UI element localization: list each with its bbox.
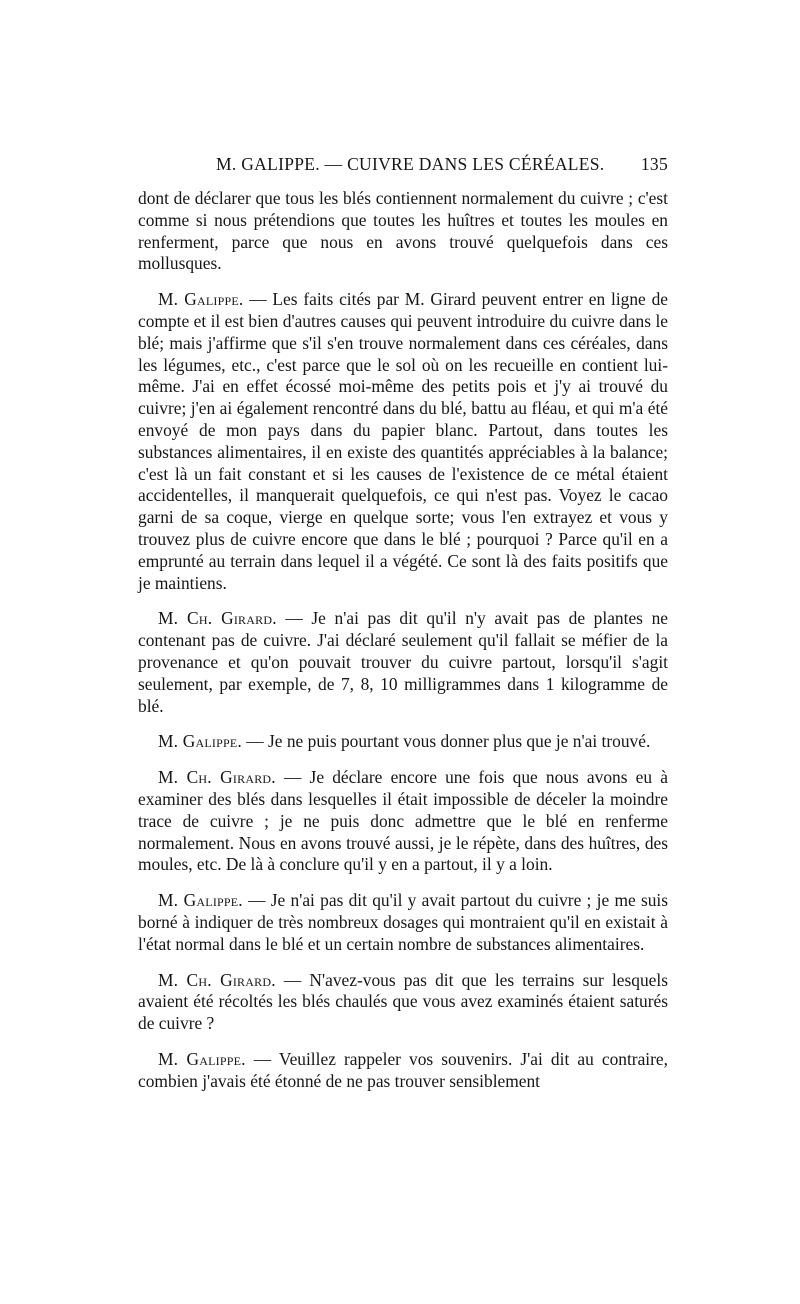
paragraph-text: dont de déclarer que tous les blés contiennent normalement du cuivre ; c'est comme si nous prétendions que toutes les huîtres et toutes les moules en renferment, parce que nous en avons trouvé quelquefois dans ces mollusques. xyxy=(138,188,668,274)
paragraph-girard xyxy=(138,970,668,1035)
paragraph-text: — Veuillez rappeler vos souvenirs. J'ai dit au contraire, combien j'avais été étonné de ne pas trouver sensiblement xyxy=(138,1048,668,1091)
paragraph-continued xyxy=(138,188,668,275)
speaker-name: M. Galippe. xyxy=(158,731,242,752)
paragraph-galippe xyxy=(138,289,668,594)
running-title: M. GALIPPE. — CUIVRE DANS LES CÉRÉALES. xyxy=(216,154,605,174)
paragraph-girard xyxy=(138,767,668,876)
speaker-name: M. Ch. Girard. xyxy=(158,608,277,629)
paragraph-text: — Je déclare encore une fois que nous avons eu à examiner des blés dans lesquelles il était impossible de déceler la moindre trace de cuivre ; je ne puis donc admettre que le blé en renferme normalement. Nous en avons trouvé aussi, je le répète, dans des huîtres, des moules, etc. De là à conclure qu'il y en a partout, il y a loin. xyxy=(138,767,668,875)
paragraph-text: — Les faits cités par M. Girard peuvent entrer en ligne de compte et il est bien d'autres causes qui peuvent introduire du cuivre dans le blé; mais j'affirme que s'il s'en trouve normalement dans ces céréales, dans les légumes, etc., c'est parce que le sol où on les recueille en contient lui-même. J'ai en effet écossé moi-même des petits pois et j'y ai trouvé du cuivre; j'en ai également rencontré dans du blé, battu au fléau, et qui m'a été envoyé de mon pays dans du papier blanc. Partout, dans toutes les substances alimentaires, il en existe des quantités appréciables à la balance; c'est là un fait constant et si les causes de l'existence de ce métal étaient accidentelles, il manquerait quelquefois, ce qui n'est pas. Voyez le cacao garni de sa coque, vierge en quelque sorte; vous l'en extrayez et vous y trouvez plus de cuivre encore que dans le blé ; pourquoi ? Parce qu'il en a emprunté au terrain dans lequel il a végété. Ce sont là des faits positifs que je maintiens. xyxy=(138,289,668,593)
paragraph-galippe xyxy=(138,731,668,753)
running-head xyxy=(138,148,668,188)
speaker-name: M. Galippe. xyxy=(158,890,243,911)
paragraph-text: — Je n'ai pas dit qu'il y avait partout du cuivre ; je me suis borné à indiquer de très nombreux dosages qui montraient qu'il en existait à l'état normal dans le blé et un certain nombre de substances alimentaires. xyxy=(138,890,669,954)
paragraph-text: — Je n'ai pas dit qu'il n'y avait pas de plantes ne contenant pas de cuivre. J'ai déclaré seulement qu'il fallait se méfier de la provenance et qu'on pouvait trouver du cuivre partout, lorsqu'il s'agit seulement, par exemple, de 7, 8, 10 milligrammes dans 1 kilogramme de blé. xyxy=(138,608,668,716)
paragraph-girard xyxy=(138,608,668,717)
book-page xyxy=(138,148,668,1092)
paragraph-text: — N'avez-vous pas dit que les terrains sur lesquels avaient été récoltés les blés chaulés que vous avez examinés étaient saturés de cuivre ? xyxy=(138,969,668,1034)
page-number: 135 xyxy=(640,154,668,174)
speaker-name: M. Galippe. xyxy=(158,1048,246,1069)
paragraph-galippe xyxy=(138,1049,668,1093)
speaker-name: M. Ch. Girard. xyxy=(158,969,276,990)
paragraph-text: — Je ne puis pourtant vous donner plus que je n'ai trouvé. xyxy=(241,731,651,752)
paragraph-galippe xyxy=(138,890,668,955)
speaker-name: M. Ch. Girard. xyxy=(158,767,276,788)
speaker-name: M. Galippe. xyxy=(158,289,244,310)
